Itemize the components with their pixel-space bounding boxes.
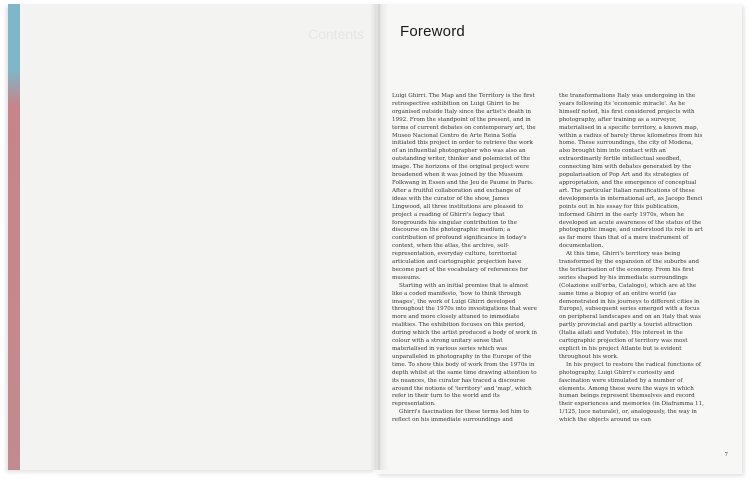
page-number: 7 <box>724 452 728 458</box>
paragraph: In his project to restore the radical functions of photography, Luigi Ghirri's curiosity and fascination were stimulated by a number of elements. Among these were the ways in which human beings represent themselves and record their experiences and memories (in Diaframma 11, 1/125, luce naturale), or, analogously, the way in which the objects around us can <box>559 361 704 424</box>
paragraph: the transformations Italy was undergoing in the years following its 'economic miracle'. As he himself noted, his first considered projects with photography, after training as a surveyor, materialised in a specific territory, a known map, within a radius of barely three kilometres from his home. These surroundings, the city of Modena, also brought him into contact with an extraordinarily fertile intellectual seedbed, connecting him with debates generated by the popularisation of Pop Art and its strategies of appropriation, and the emergence of conceptual art. The particular Italian ramifications of these developments in international art, as Jacopo Benci points out in his essay for this publication, informed Ghirri in the early 1970s, when he developed an acute awareness of the status of the photographic image, and understood its role in art as far more than that of a mere instrument of documentation. <box>559 93 703 250</box>
paragraph: Ghirri's fascination for these terms led him to reflect on his immediate surroundings and <box>392 409 529 424</box>
open-book <box>8 4 742 476</box>
text-column-right <box>559 93 704 425</box>
page-heading: Foreword <box>400 23 465 40</box>
paragraph: Starting with an initial premise that is almost like a coded manifesto, 'how to think through images', the work of Luigi Ghirri developed throughout the 1970s into investigations that were more and more closely attuned to immediate realities. The exhibition focuses on this period, during which the artist produced a body of work in colour with a strong unitary sense that materialised in various series which was unparalleled in photography in the Europe of the time. To show this body of work from the 1970s in depth whilst at the same time drawing attention to its nuances, the curator has traced a discourse around the notions of 'territory' and 'map', which refer in their turn to the world and its representation. <box>392 282 537 408</box>
left-page <box>8 4 376 470</box>
right-page <box>376 4 742 474</box>
text-column-left <box>392 93 537 425</box>
show-through-text: Contents <box>308 26 365 42</box>
book-gutter <box>370 4 388 470</box>
paragraph: Luigi Ghirri. The Map and the Territory is the first retrospective exhibition on Luigi Ghirri to be organised outside Italy since the artist's death in 1992. From the standpoint of the present, and in terms of current debates on contemporary art, the Museo Nacional Centro de Arte Reina Sofía initiated this project in order to retrieve the work of an influential photographer who was also an outstanding writer, thinker and polemicist of the image. The horizons of the original project were broadened when it was joined by the Museum Folkwang in Essen and the Jeu de Paume in Paris. After a fruitful collaboration and exchange of ideas with the curator of the show, James Lingwood, all three institutions are pleased to project a reading of Ghirri's legacy that foregrounds his singular contribution to the discourse on the photographic medium; a contribution of profound significance in today's context, when the atlas, the archive, self-representation, everyday culture, territorial articulation and cartographic projection have become part of the vocabulary of references for museums. <box>392 93 536 281</box>
paragraph: At this time, Ghirri's territory was being transformed by the expansion of the suburbs and the tertiarisation of the economy. From his first series shaped by his immediate surroundings (Colazione sull'erba, Catalogo), which are at the same time a biopsy of an entire world (as demonstrated in his journeys to different cities in Europe), subsequent series emerged with a focus on peripheral landscapes and on an Italy that was partly provincial and partly a tourist attraction (Italia ailati and Vedute). His interest in the cartographic projection of territory was most explicit in his project Atlante but is evident throughout his work. <box>559 251 701 360</box>
cover-edge-strip <box>8 4 20 470</box>
